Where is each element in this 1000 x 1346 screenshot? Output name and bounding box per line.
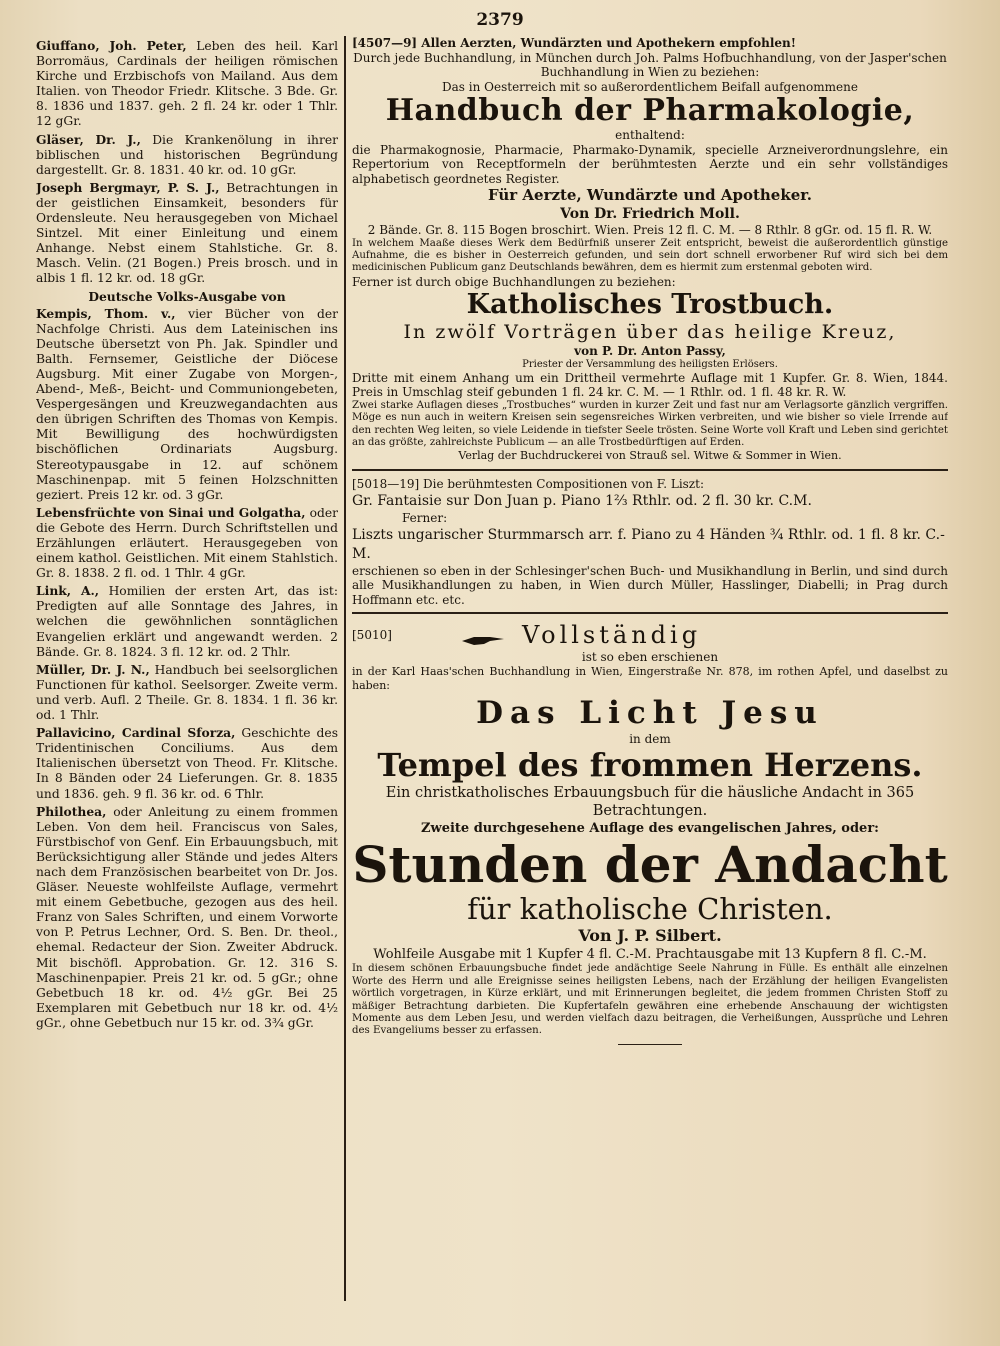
- book3-title3: Stunden der Andacht: [352, 835, 948, 895]
- book-listing: [36, 725, 338, 801]
- book-listing: [36, 180, 338, 287]
- listing-author: Giuffano, Joh. Peter,: [36, 38, 187, 53]
- book2-note: Zwei starke Auflagen dieses „Trostbuches“ wurden in kurzer Zeit und fast nur am Verlagsorte gänzlich vergriffen. Möge es nun auch in weitern Kreisen sein segensreiches Wirken verbreiten, und wie bisher so viele Irrende auf den rechten Weg leiten, so viele Leidende in tiefster Seele trösten. Seine Worte voll Kraft und Leben sind gerichtet an das größte, zahlreichste Publicum — an alle Trostbedürftigen auf Erden.: [352, 399, 948, 448]
- book-note: In welchem Maaße dieses Werk dem Bedürfniß unserer Zeit entspricht, beweist die außerordentlich günstige Aufnahme, die es bisher in Oesterreich gefunden, und sein dort schnell erworbener Ruf wird sich bei dem medicinischen Publicum ganz Deutschlands bewähren, dem es hiermit zum erstenmal geboten wird.: [352, 237, 948, 274]
- left-column: [36, 38, 338, 1338]
- book2-subtitle: In zwölf Vorträgen über das heilige Kreuz,: [403, 321, 897, 344]
- listing-text: vier Bücher von der Nachfolge Christi. Aus dem Lateinischen ins Deutsche übersetzt von Ph. Jak. Spindler und Balth. Fernsemer, Geistliche der Diöcese Augsburg. Mit einer Zugabe von Morgen-, Abend-, Meß-, Beicht- und Communiongebeten, Vespergesängen und Kreuzwegandachten aus den übrigen Schriften des Thomas von Kempis. Mit Bewilligung des hochwürdigsten bischöflichen Ordinariats Augsburg. Stereotypausgabe in 12. auf schönem Maschinenpap. mit 5 feinen Holzschnitten geziert. Preis 12 kr. od. 3 gGr.: [36, 306, 338, 502]
- ad-licht-jesu: [352, 620, 948, 1044]
- listing-text: Betrachtungen in der geistlichen Einsamkeit, besonders für Ordensleute. Neu herausgegeben von Michael Sintzel. Mit einer Einleitung und einem Anhange. Nebst einem Stahlstiche. Gr. 8. Masch. Velin. (21 Bogen.) Preis brosch. und in albis 1 fl. 12 kr. od. 18 gGr.: [36, 180, 338, 286]
- appeared: ist so eben erschienen: [581, 650, 719, 665]
- book3-author: Von J. P. Silbert.: [578, 926, 722, 946]
- listing-author: Philothea,: [36, 803, 107, 819]
- book-containing: enthaltend:: [615, 128, 685, 142]
- book2-publisher: Verlag der Buchdruckerei von Strauß sel. Witwe & Sommer in Wien.: [458, 449, 842, 463]
- book-listing: [36, 804, 338, 1031]
- listing-text: oder Anleitung zu einem frommen Leben. Von dem heil. Franciscus von Sales, Fürstbischof von Genf. Ein Erbauungsbuch, mit Berücksichtigung aller Stände und jedes Alters nach dem Französischen bearbeitet von Dr. Jos. Gläser. Neueste wohlfeilste Auflage, vermehrt mit einem Gebetbuche, gezogen aus des heil. Franz von Sales Schriften, und einem Vorworte von P. Petrus Lechner, Ord. S. Ben. Dr. theol., ehemal. Redacteur der Sion. Zweiter Abdruck. Mit bischöfl. Approbation. Gr. 12. 316 S. Maschinenpapier. Preis 21 kr. od. 5 gGr.; ohne Gebetbuch 18 kr. od. 4½ gGr. Bei 25 Exemplaren mit Gebetbuch nur 18 kr. od. 4½ gGr., ohne Gebetbuch nur 15 kr. od. 3¾ gGr.: [36, 804, 338, 1030]
- listing-text: Deutsche Volks-Ausgabe von: [88, 288, 286, 304]
- pointing-hand-icon: [460, 632, 506, 648]
- book-author: Von Dr. Friedrich Moll.: [560, 206, 740, 222]
- book-audience: Für Aerzte, Wundärzte und Apotheker.: [487, 186, 813, 204]
- ad-intro: Durch jede Buchhandlung, in München durch Joh. Palms Hofbuchhandlung, von der Jasper'schen Buchhandlung in Wien zu beziehen:: [353, 50, 947, 79]
- in-dem: in dem: [629, 731, 671, 746]
- book-listing: [36, 662, 338, 723]
- ad-divider: [352, 469, 948, 471]
- book2-author: von P. Dr. Anton Passy,: [574, 344, 726, 359]
- book3-note: In diesem schönen Erbauungsbuche findet jede andächtige Seele Nahrung in Fülle. Es enthält alle einzelnen Worte des Herrn und alle Ereignisse seines heiligsten Lebens, nach der Erzählung der heiligen Evangelisten wörtlich vorgetragen, in Kürze erklärt, und mit Erinnerungen begleitet, die jedem frommen Christen Stoff zu mäßiger Betrachtung darbieten. Die Kupfertafeln gewähren eine erhebende Anschauung der wichtigsten Momente aus dem Leben Jesu, und werden vielfach dazu beitragen, die Verheißungen, Aussprüche und Lehren des Evangeliums besser zu erfassen.: [352, 963, 948, 1037]
- listing-text: Geschichte des Tridentinischen Conciliums. Aus dem Italienischen übersetzt von Theod. Fr. Klitsche. In 8 Bänden oder 24 Lieferungen. Gr. 8. 1835 und 1836. geh. 9 fl. 36 kr. od. 6 Thlr.: [36, 726, 338, 801]
- ad-liszt: [352, 477, 948, 608]
- ad3-header-row: [352, 620, 948, 650]
- ad-header: [5018—19] Die berühmtesten Compositionen von F. Liszt:: [352, 476, 704, 491]
- ad3-intro: in der Karl Haas'schen Buchhandlung in Wien, Eingerstraße Nr. 878, im rothen Apfel, und daselbst zu haben:: [352, 664, 948, 693]
- right-column: [352, 36, 948, 1336]
- book-listing: [36, 583, 338, 659]
- book3-title4: für katholische Christen.: [467, 892, 833, 927]
- book2-edition: Dritte mit einem Anhang um ein Drittheil vermehrte Auflage mit 1 Kupfer. Gr. 8. Wien, 1844. Preis in Umschlag steif gebunden 1 fl. 24 kr. C. M. — 1 Rthlr. od. 1 fl. 48 kr. R. W.: [352, 370, 948, 400]
- end-rule: [618, 1044, 682, 1045]
- listing-author: Pallavicino, Cardinal Sforza,: [36, 725, 236, 741]
- listing-author: Link, A.,: [36, 583, 100, 599]
- book-listing: [36, 38, 338, 130]
- ad-number: [5010]: [352, 628, 392, 643]
- also-available: Ferner ist durch obige Buchhandlungen zu beziehen:: [352, 274, 676, 289]
- listing-author: Müller, Dr. J. N.,: [36, 661, 150, 677]
- listing-author: Lebensfrüchte von Sinai und Golgatha,: [36, 504, 306, 520]
- listing-author: Joseph Bergmayr, P. S. J.,: [36, 179, 220, 195]
- liszt-line2: Liszts ungarischer Sturmmarsch arr. f. Piano zu 4 Händen ¾ Rthlr. od. 1 fl. 8 kr. C.-M.: [352, 526, 945, 562]
- ad-intro2: Das in Oesterreich mit so außerordentlichem Beifall aufgenommene: [442, 79, 858, 94]
- ad3-headline-wrap: [460, 620, 701, 650]
- ad-pharmakologie: [352, 36, 948, 464]
- book-listing: [36, 132, 338, 178]
- book-listing: [36, 289, 338, 304]
- book-contents: die Pharmakognosie, Pharmacie, Pharmako-Dynamik, specielle Arzneiverordnungslehre, ein Repertorium von Receptformeln der berühmtesten Aerzte und ein sehr vollständiges alphabetisch geordnetes Register.: [352, 142, 948, 186]
- book-listing: [36, 505, 338, 581]
- book-listing: [36, 306, 338, 503]
- headline: Vollständig: [522, 621, 702, 650]
- column-divider: [344, 36, 346, 1301]
- liszt-ferner: Ferner:: [402, 511, 448, 526]
- listing-text: Handbuch bei seelsorglichen Functionen für kathol. Seelsorger. Zweite verm. und verb. Aufl. 2 Theile. Gr. 8. 1834. 1 fl. 36 kr. od. 1 Thlr.: [36, 662, 338, 723]
- book2-title: Katholisches Trostbuch.: [466, 289, 834, 321]
- listing-text: Homilien der ersten Art, das ist: Predigten auf alle Sonntage des Jahres, in welchen die gewöhnlichen sonntäglichen Evangelien erklärt und angewandt werden. 2 Bände. Gr. 8. 1824. 3 fl. 12 kr. od. 2 Thlr.: [36, 584, 338, 659]
- book3-edition: Zweite durchgesehene Auflage des evangelischen Jahres, oder:: [421, 821, 879, 837]
- listing-text: Die Krankenölung in ihrer biblischen und historischen Begründung dargestellt. Gr. 8. 1831. 40 kr. od. 10 gGr.: [36, 132, 338, 177]
- ad-divider: [352, 612, 948, 614]
- book3-title1: Das Licht Jesu: [476, 694, 824, 731]
- liszt-body: erschienen so eben in der Schlesinger'schen Buch- und Musikhandlung in Berlin, und sind durch alle Musikhandlungen zu haben, in Wien durch Müller, Hasslinger, Diabelli; in Prag durch Hoffmann etc. etc.: [352, 563, 948, 607]
- listing-author: Gläser, Dr. J.,: [36, 131, 141, 147]
- page-number: 2379: [476, 10, 524, 30]
- book2-author-role: Priester der Versammlung des heiligsten Erlösers.: [522, 358, 778, 370]
- book3-desc: Ein christkatholisches Erbauungsbuch für die häusliche Andacht in 365 Betrachtungen.: [385, 785, 915, 820]
- book-price: 2 Bände. Gr. 8. 115 Bogen broschirt. Wien. Preis 12 fl. C. M. — 8 Rthlr. 8 gGr. od. 15 fl. R. W.: [367, 223, 933, 237]
- ad-header: [4507—9] Allen Aerzten, Wundärzten und Apothekern empfohlen!: [352, 36, 797, 50]
- listing-text: Leben des heil. Karl Borromäus, Cardinals der heiligen römischen Kirche und Erzbischofs von Mailand. Aus dem Italien. von Theodor Friedr. Klitsche. 3 Bde. Gr. 8. 1836 und 1837. geh. 2 fl. 24 kr. oder 1 Thlr. 12 gGr.: [36, 39, 338, 129]
- book3-title2: Tempel des frommen Herzens.: [377, 746, 923, 785]
- listing-author: Kempis, Thom. v.,: [36, 305, 176, 321]
- liszt-line1: Gr. Fantaisie sur Don Juan p. Piano 1⅔ Rthlr. od. 2 fl. 30 kr. C.M.: [352, 493, 812, 510]
- book3-price: Wohlfeile Ausgabe mit 1 Kupfer 4 fl. C.-M. Prachtausgabe mit 13 Kupfern 8 fl. C.-M.: [373, 947, 927, 963]
- listing-text: oder die Gebote des Herrn. Durch Schriftstellen und Erzählungen erläutert. Herausgegeben von einem kathol. Geistlichen. Mit einem Stahlstich. Gr. 8. 1838. 2 fl. od. 1 Thlr. 4 gGr.: [36, 505, 338, 581]
- book-title: Handbuch der Pharmakologie,: [385, 93, 915, 128]
